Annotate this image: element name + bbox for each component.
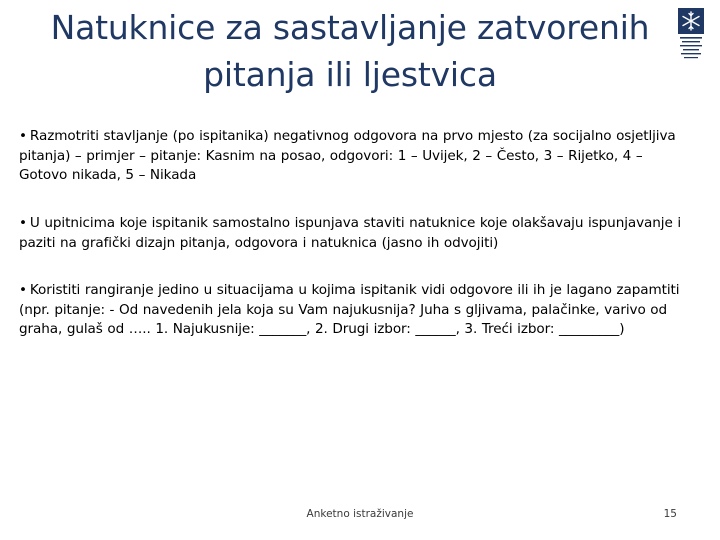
bullet-paragraph [19,281,687,340]
bullet-point: • [19,282,27,298]
bullet-point: • [19,215,27,231]
paragraph-text: Razmotriti stavljanje (po ispitanika) negativnog odgovora na prvo mjesto (za socijalno osjetljiva pitanja) – primjer – pitanje: Kasnim na posao, odgovori: 1 – Uvijek, 2 – Često, 3 – Rijetko, 4 – Gotovo nikada, 5 – Nikada [19,128,676,183]
paragraph-text: Koristiti rangiranje jedino u situacijama u kojima ispitanik vidi odgovore ili ih je lagano zapamtiti (npr. pitanje: - Od navedenih jela koja su Vam najukusnija? Juha s gljivama, palačinke, varivo od graha, gulaš od ….. 1. Najukusnije: _______, 2. Drugi izbor: ______, 3. Treći izbor: _________) [19,282,680,337]
bullet-point: • [19,128,27,144]
university-logo-icon [676,6,706,60]
page-number: 15 [663,508,677,520]
bullet-paragraph [19,214,687,253]
paragraph-text: U upitnicima koje ispitanik samostalno ispunjava staviti natuknice koje olakšavaju ispunjavanje i paziti na grafički dizajn pitanja, odgovora i natuknica (jasno ih odvojiti) [19,215,682,251]
bullet-paragraph [19,127,687,186]
slide-title: Natuknice za sastavljanje zatvorenih pitanja ili ljestvica [50,8,650,94]
footer-title: Anketno istraživanje [306,508,414,520]
